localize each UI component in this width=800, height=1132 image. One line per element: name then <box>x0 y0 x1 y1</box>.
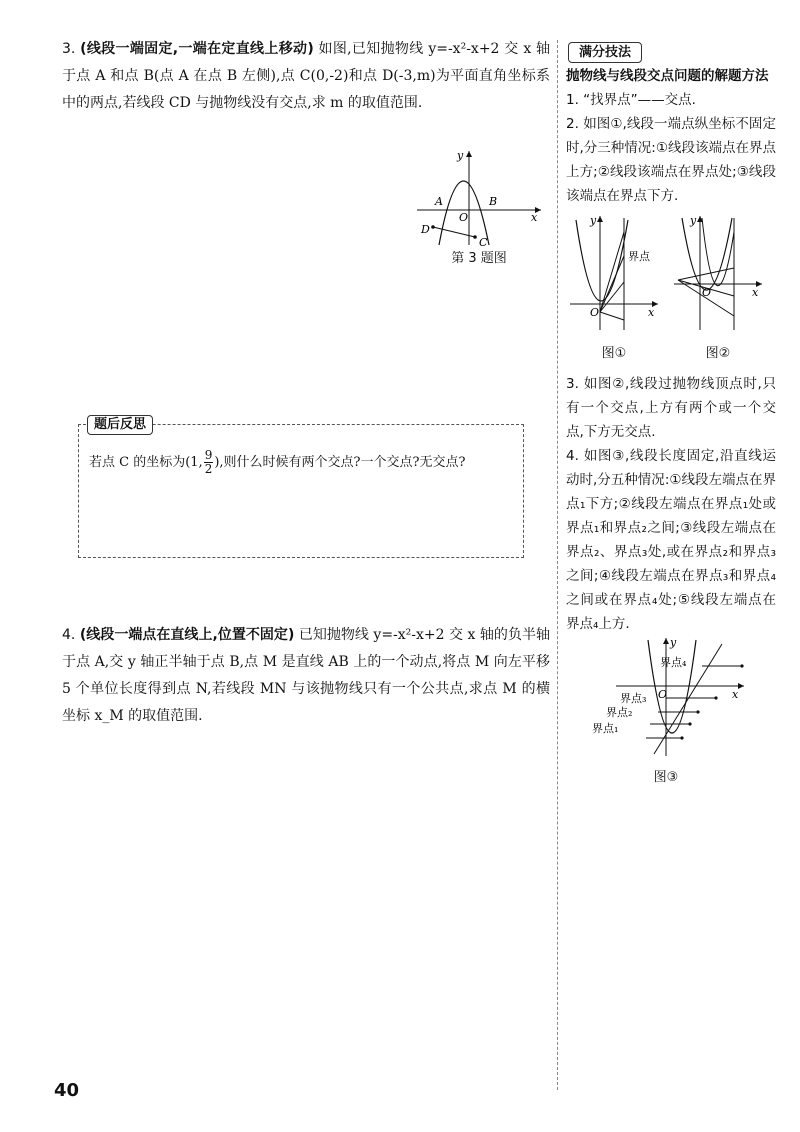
fig3-boundary-1: 界点₁ <box>592 722 619 735</box>
q3-text: 如图,已知抛物线 y=-x²-x+2 交 x 轴于点 A 和点 B(点 A 在点 B 左侧),点 C(0,-2)和点 D(-3,m)为平面直角坐标系中的两点,若线段 CD 与抛物线没有交点,求 m 的取值范围. <box>62 41 550 111</box>
q3-graph <box>413 147 545 247</box>
sidebar-p2: 2. 如图①,线段一端点纵坐标不固定时,分三种情况:①线段该端点在界点上方;②线段该端点在界点处;③线段该端点在界点下方. <box>566 116 776 204</box>
q3-number: 3. <box>62 41 76 57</box>
q3-origin: O <box>459 211 469 224</box>
reflection-tab: 题后反思 <box>87 415 153 435</box>
fig1-y-label: y <box>590 214 597 227</box>
sidebar-title: 抛物线与线段交点问题的解题方法 <box>566 68 769 84</box>
q3-point-a: A <box>435 195 443 208</box>
fig2-origin: O <box>702 286 712 299</box>
q3-tag: (线段一端固定,一端在定直线上移动) <box>80 41 314 57</box>
fraction <box>204 449 214 476</box>
reflection-text-before: 若点 C 的坐标为(1, <box>89 455 203 470</box>
fig2-caption: 图② <box>705 346 731 361</box>
sidebar-fig-3 <box>586 636 746 790</box>
sidebar <box>566 40 776 790</box>
sidebar-fig-2 <box>670 212 766 366</box>
fig1-boundary-label: 界点 <box>628 250 650 263</box>
sidebar-p1: 1. “找界点”——交点. <box>566 92 696 108</box>
fig1-caption: 图① <box>601 346 627 361</box>
sidebar-p3: 3. 如图②,线段过抛物线顶点时,只有一个交点,上方有两个或一个交点,下方无交点. <box>566 376 776 440</box>
column-divider <box>557 40 558 1090</box>
q3-y-label: y <box>457 149 464 162</box>
fig2-x-label: x <box>752 286 759 299</box>
q3-caption: 第 3 题图 <box>451 251 507 266</box>
q3-point-c: C <box>479 236 488 247</box>
q3-point-d: D <box>421 223 430 236</box>
reflection-text <box>89 449 465 477</box>
fig3-caption: 图③ <box>653 770 679 785</box>
reflection-box <box>78 417 524 558</box>
sidebar-p4: 4. 如图③,线段长度固定,沿直线运动时,分五种情况:①线段左端点在界点₁下方;②线段左端点在界点₁处或界点₁和界点₂之间;③线段左端点在界点₂、界点₃处,或在界点₂和界点₃之间;④线段左端点在界点₃和界点₄之间或在界点₄处;⑤线段左端点在界点₄上方. <box>566 448 776 632</box>
question-3 <box>62 36 550 117</box>
question-4 <box>62 622 550 730</box>
page-number: 40 <box>54 1080 80 1101</box>
fig2-y-label: y <box>690 214 697 227</box>
fig3-y-label: y <box>670 636 677 649</box>
q3-figure <box>413 147 545 266</box>
fig3-boundary-3: 界点₃ <box>620 692 647 705</box>
fig3-origin: O <box>658 688 668 701</box>
q4-number: 4. <box>62 627 76 643</box>
q3-x-label: x <box>531 211 538 224</box>
reflection-text-after: ),则什么时候有两个交点?一个交点?无交点? <box>214 455 466 470</box>
sidebar-fig-1 <box>566 212 662 366</box>
fig3-boundary-4: 界点₄ <box>660 656 687 669</box>
fraction-den: 2 <box>204 462 213 476</box>
q4-text: 已知抛物线 y=-x²-x+2 交 x 轴的负半轴于点 A,交 y 轴正半轴于点 B,点 M 是直线 AB 上的一个动点,将点 M 向左平移 5 个单位长度得到点 N,若线段 MN 与该抛物线只有一个公共点,求点 M 的横坐标 x_M 的取值范围. <box>62 627 551 724</box>
fig3-boundary-2: 界点₂ <box>606 706 633 719</box>
sidebar-figures-1-2 <box>566 212 766 366</box>
fig3-x-label: x <box>732 688 739 701</box>
q4-tag: (线段一端点在直线上,位置不固定) <box>79 627 295 643</box>
q3-point-b: B <box>489 195 498 208</box>
fig1-origin: O <box>590 306 600 319</box>
fraction-num: 9 <box>204 448 213 462</box>
fig1-x-label: x <box>648 306 655 319</box>
sidebar-tab: 满分技法 <box>568 42 642 63</box>
